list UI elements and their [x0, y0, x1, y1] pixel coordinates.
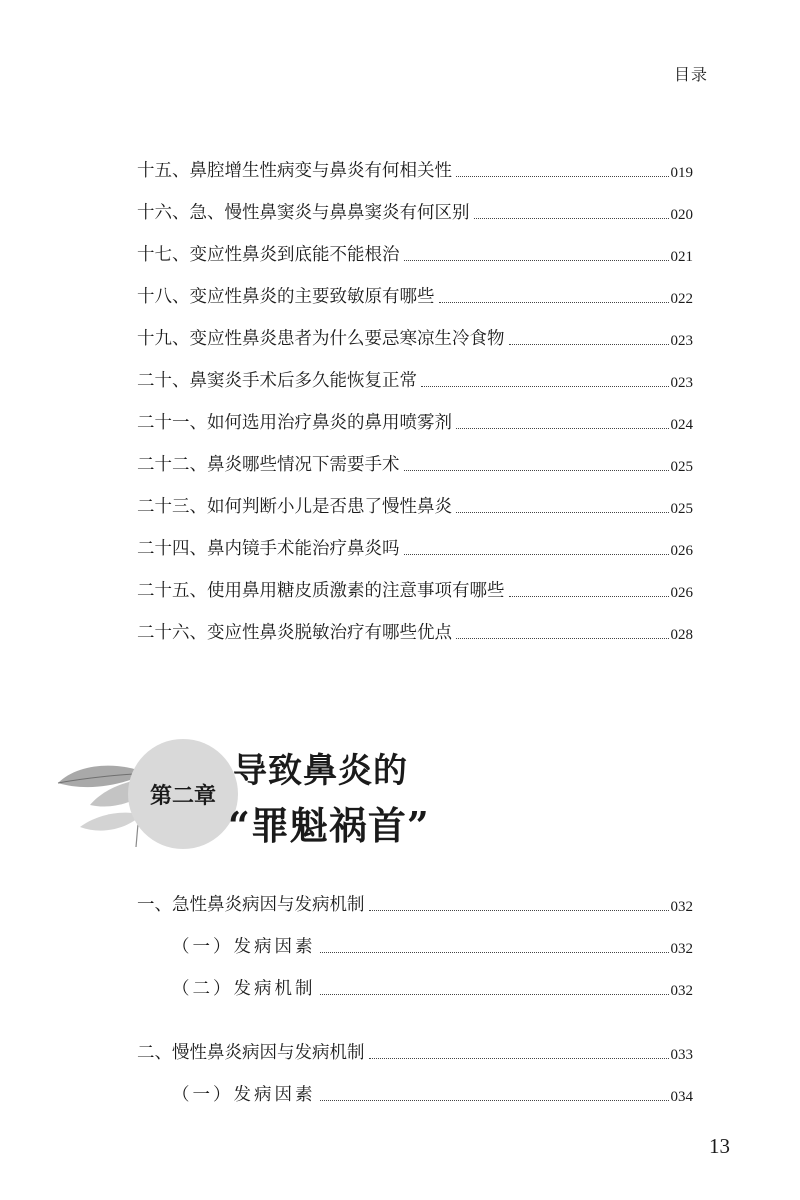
- dot-leader: [404, 470, 669, 471]
- toc-entry-page: 026: [670, 543, 693, 559]
- toc-entry: [137, 560, 693, 602]
- toc-subsection-entry: [137, 1064, 693, 1106]
- toc-entry-title: 二十六、变应性鼻炎脱敏治疗有哪些优点: [137, 623, 452, 643]
- dot-leader: [369, 1058, 669, 1059]
- toc-entry: [137, 182, 693, 224]
- toc-entry-page: 023: [670, 333, 693, 349]
- toc-entry-page: 033: [670, 1047, 693, 1063]
- toc-entry-page: 032: [670, 983, 693, 999]
- toc-list-chapter-2: [137, 874, 693, 1106]
- dot-leader: [456, 638, 669, 639]
- dot-leader: [456, 428, 669, 429]
- toc-entry-page: 026: [670, 585, 693, 601]
- toc-entry-page: 025: [670, 501, 693, 517]
- toc-entry-title: （一）发病因素: [172, 1085, 316, 1105]
- toc-entry-page: 025: [670, 459, 693, 475]
- dot-leader: [320, 1100, 669, 1101]
- chapter-number-badge: 第二章: [128, 739, 238, 849]
- toc-entry-title: （一）发病因素: [172, 937, 316, 957]
- toc-entry-title: 二十、鼻窦炎手术后多久能恢复正常: [137, 371, 417, 391]
- toc-entry-page: 024: [670, 417, 693, 433]
- toc-entry-page: 034: [670, 1089, 693, 1105]
- toc-entry: [137, 350, 693, 392]
- dot-leader: [509, 344, 669, 345]
- toc-subsection-entry: [137, 958, 693, 1000]
- toc-list-chapter-1: [137, 140, 693, 644]
- toc-entry-title: 十九、变应性鼻炎患者为什么要忌寒凉生冷食物: [137, 329, 505, 349]
- dot-leader: [421, 386, 669, 387]
- dot-leader: [439, 302, 669, 303]
- toc-entry: [137, 518, 693, 560]
- section-spacer: [137, 1000, 693, 1022]
- toc-subsection-entry: [137, 916, 693, 958]
- toc-entry-title: 十五、鼻腔增生性病变与鼻炎有何相关性: [137, 161, 452, 181]
- chapter-heading: [50, 735, 750, 860]
- running-head: 目录: [673, 65, 708, 84]
- page-number: 13: [709, 1134, 730, 1158]
- toc-entry-page: 019: [670, 165, 693, 181]
- toc-entry-page: 021: [670, 249, 693, 265]
- chapter-title-line-1: 导致鼻炎的: [233, 751, 408, 791]
- toc-entry-page: 022: [670, 291, 693, 307]
- dot-leader: [456, 176, 669, 177]
- toc-entry-page: 032: [670, 899, 693, 915]
- toc-entry: [137, 476, 693, 518]
- toc-section-entry: [137, 874, 693, 916]
- toc-entry-page: 028: [670, 627, 693, 643]
- toc-entry-title: 二十四、鼻内镜手术能治疗鼻炎吗: [137, 539, 400, 559]
- dot-leader: [509, 596, 669, 597]
- chapter-title-line-2: “罪魁祸首”: [228, 803, 430, 848]
- dot-leader: [369, 910, 669, 911]
- toc-entry-title: 二十二、鼻炎哪些情况下需要手术: [137, 455, 400, 475]
- toc-entry-title: 十六、急、慢性鼻窦炎与鼻鼻窦炎有何区别: [137, 203, 470, 223]
- toc-entry-title: 十八、变应性鼻炎的主要致敏原有哪些: [137, 287, 435, 307]
- toc-entry-title: 二、慢性鼻炎病因与发病机制: [137, 1043, 365, 1063]
- toc-entry-title: 十七、变应性鼻炎到底能不能根治: [137, 245, 400, 265]
- dot-leader: [474, 218, 669, 219]
- toc-entry: [137, 266, 693, 308]
- toc-entry: [137, 308, 693, 350]
- toc-entry: [137, 140, 693, 182]
- toc-entry-title: 二十三、如何判断小儿是否患了慢性鼻炎: [137, 497, 452, 517]
- toc-entry-title: 二十五、使用鼻用糖皮质激素的注意事项有哪些: [137, 581, 505, 601]
- toc-section-entry: [137, 1022, 693, 1064]
- dot-leader: [320, 994, 669, 995]
- toc-entry: [137, 392, 693, 434]
- dot-leader: [404, 554, 669, 555]
- toc-entry-title: 一、急性鼻炎病因与发病机制: [137, 895, 365, 915]
- toc-entry: [137, 434, 693, 476]
- toc-entry-page: 020: [670, 207, 693, 223]
- dot-leader: [320, 952, 669, 953]
- toc-entry-title: 二十一、如何选用治疗鼻炎的鼻用喷雾剂: [137, 413, 452, 433]
- dot-leader: [404, 260, 669, 261]
- dot-leader: [456, 512, 669, 513]
- toc-entry-page: 023: [670, 375, 693, 391]
- toc-entry: [137, 602, 693, 644]
- toc-entry-page: 032: [670, 941, 693, 957]
- toc-entry: [137, 224, 693, 266]
- toc-entry-title: （二）发病机制: [172, 979, 316, 999]
